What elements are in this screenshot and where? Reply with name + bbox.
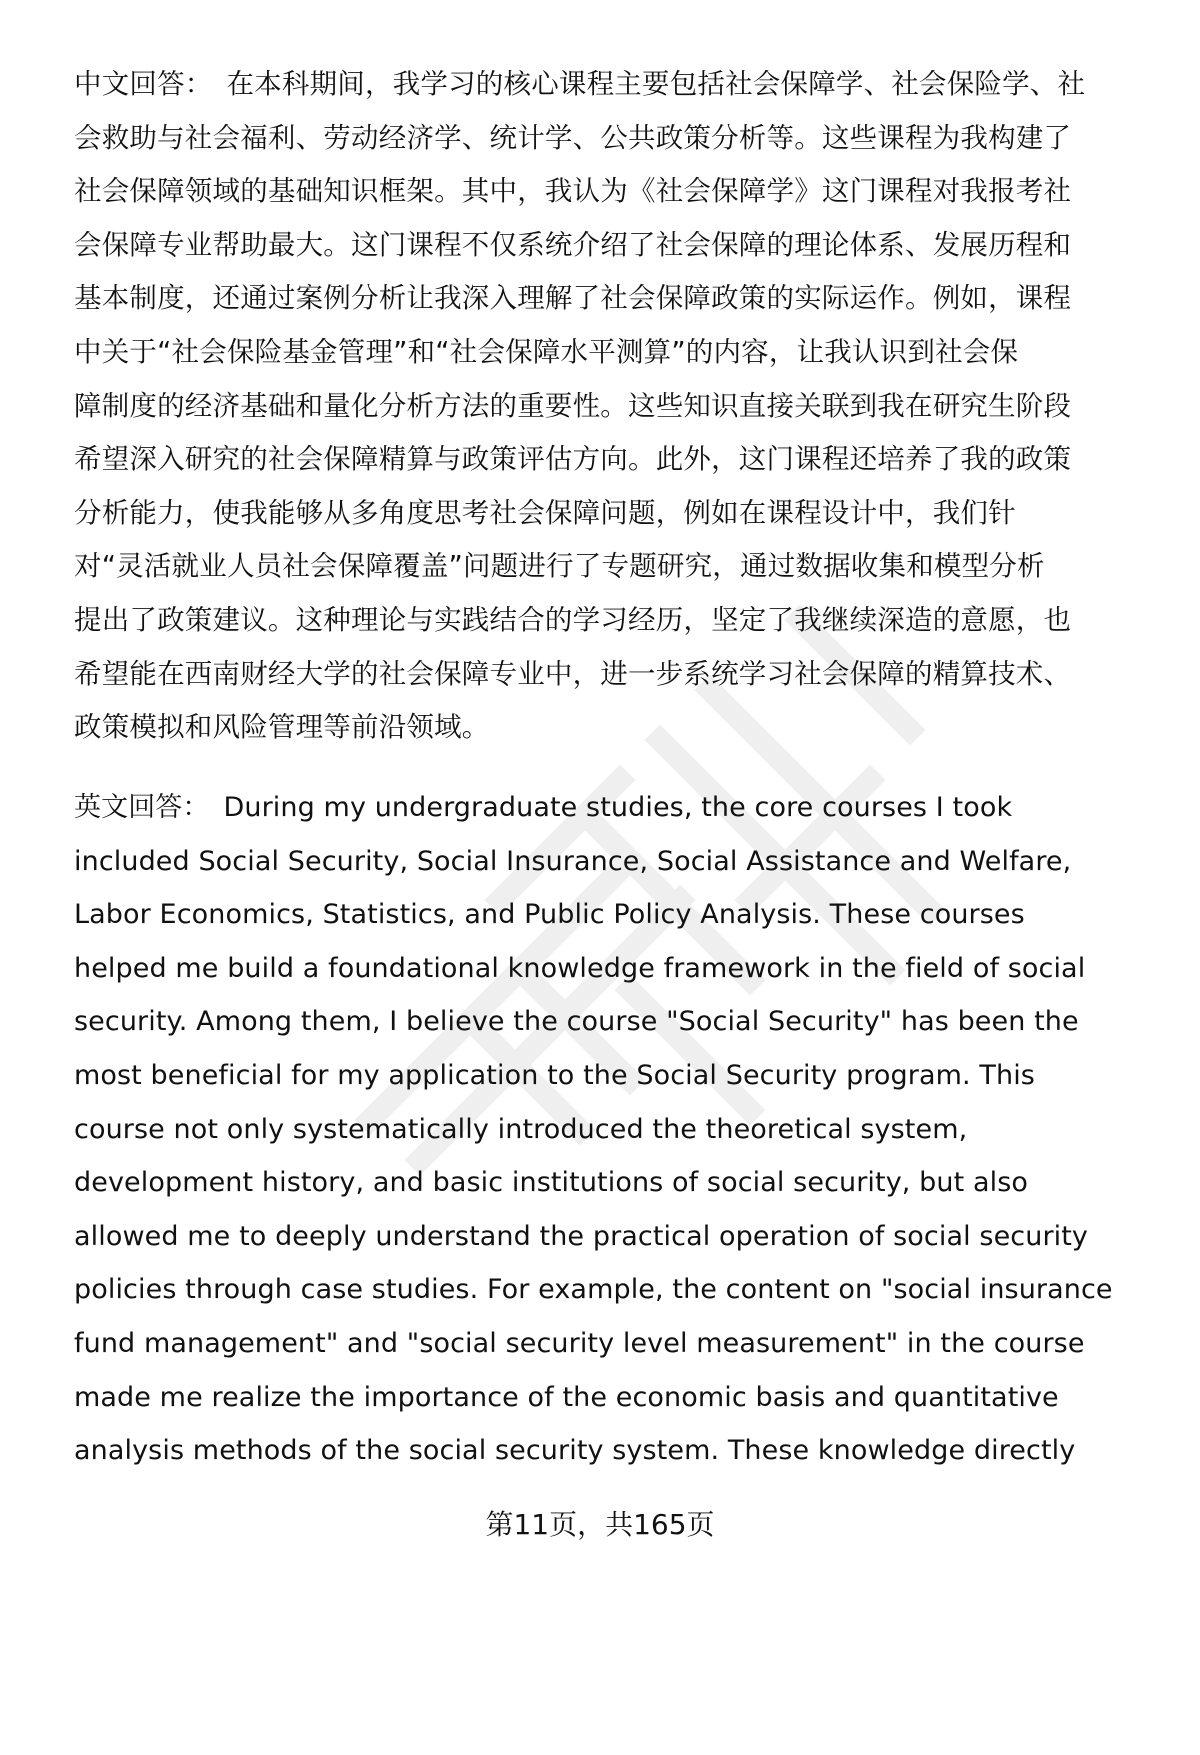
text-line: security. Among them, I believe the course "Social Security" has been the [74, 1006, 1079, 1038]
english-answer-section [74, 781, 1164, 1478]
text-line: analysis methods of the social security system. These knowledge directly [74, 1435, 1076, 1467]
text-line: 障制度的经济基础和量化分析方法的重要性。这些知识直接关联到我在研究生阶段 [74, 389, 1072, 422]
text-line [74, 781, 1164, 835]
text-line: Labor Economics, Statistics, and Public Policy Analysis. These courses [74, 899, 1025, 931]
text-line: 希望能在西南财经大学的社会保障专业中，进一步系统学习社会保障的精算技术、 [74, 657, 1072, 690]
text-line: 对“灵活就业人员社会保障覆盖”问题进行了专题研究，通过数据收集和模型分析 [74, 550, 1045, 583]
text-line: made me realize the importance of the economic basis and quantitative [74, 1381, 1059, 1413]
text-line: most beneficial for my application to the Social Security program. This [74, 1059, 1035, 1091]
chinese-answer-label: 中文回答： [74, 68, 213, 100]
text-line: allowed me to deeply understand the practical operation of social security [74, 1220, 1089, 1252]
text-line: 政策模拟和风险管理等前沿领域。 [74, 711, 490, 744]
text-line: 提出了政策建议。这种理论与实践结合的学习经历，坚定了我继续深造的意愿，也 [74, 603, 1072, 636]
paragraph-text: 在本科期间，我学习的核心课程主要包括社会保障学、社会保险学、社 [226, 68, 1086, 100]
text-line: 分析能力，使我能够从多角度思考社会保障问题，例如在课程设计中，我们针 [74, 496, 1016, 529]
text-line: policies through case studies. For example, the content on "social insurance [74, 1274, 1113, 1306]
paragraph-text: During my undergraduate studies, the core courses I took [223, 792, 1013, 823]
text-line: 基本制度，还通过案例分析让我深入理解了社会保障政策的实际运作。例如，课程 [74, 282, 1072, 315]
chinese-answer-section [74, 58, 1164, 755]
text-line: 中关于“社会保险基金管理”和“社会保障水平测算”的内容，让我认识到社会保 [74, 335, 1019, 368]
text-line: 社会保障领域的基础知识框架。其中，我认为《社会保障学》这门课程对我报考社 [74, 175, 1072, 208]
text-line: helped me build a foundational knowledge framework in the field of social [74, 952, 1086, 984]
text-line: 会保障专业帮助最大。这门课程不仅系统介绍了社会保障的理论体系、发展历程和 [74, 228, 1072, 261]
text-line [74, 58, 1164, 112]
english-answer-label: 英文回答： [74, 792, 210, 823]
text-line: development history, and basic institutions of social security, but also [74, 1167, 1029, 1199]
text-line: included Social Security, Social Insurance, Social Assistance and Welfare, [74, 845, 1072, 877]
text-line: course not only systematically introduced the theoretical system, [74, 1113, 968, 1145]
text-line: fund management" and "social security level measurement" in the course [74, 1327, 1085, 1359]
text-line: 希望深入研究的社会保障精算与政策评估方向。此外，这门课程还培养了我的政策 [74, 443, 1072, 476]
text-line: 会救助与社会福利、劳动经济学、统计学、公共政策分析等。这些课程为我构建了 [74, 121, 1072, 154]
page-number-footer: 第11页，共165页 [485, 1508, 715, 1541]
